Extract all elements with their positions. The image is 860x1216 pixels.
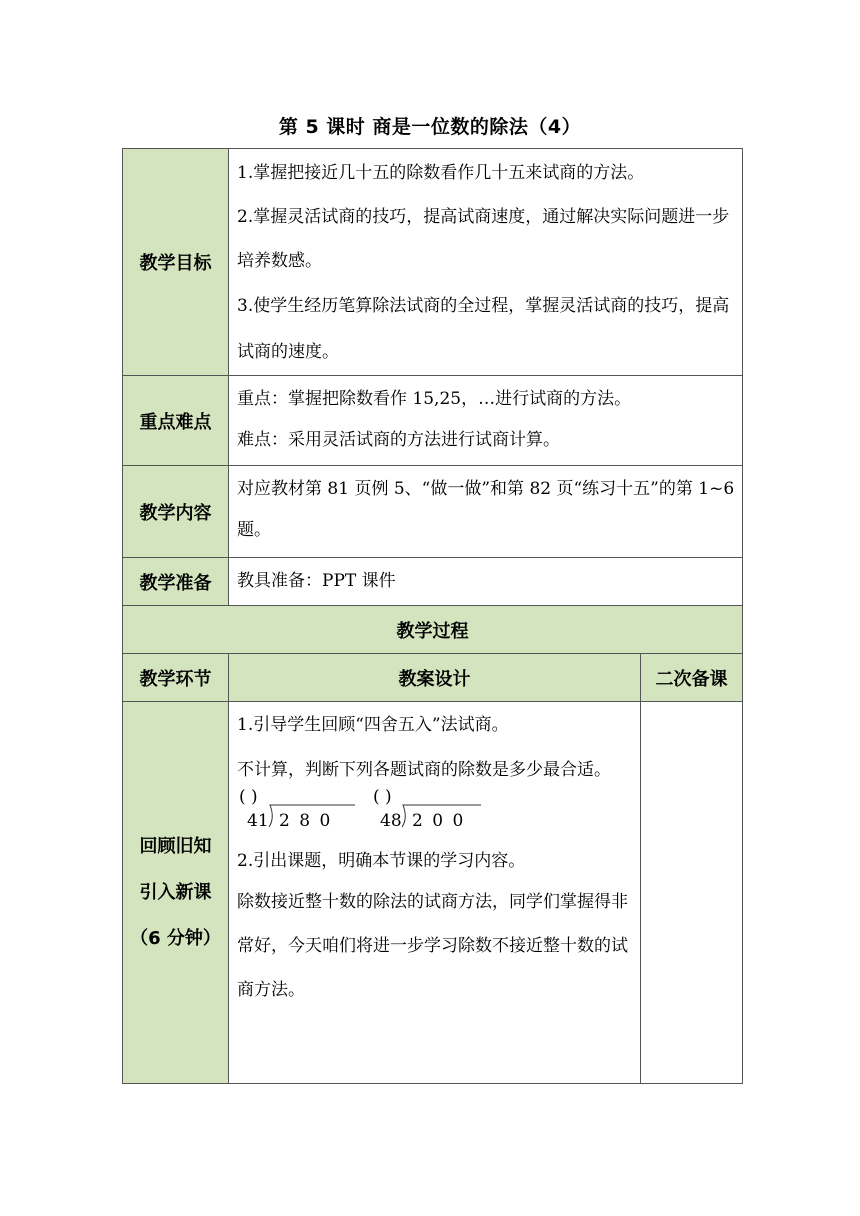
stage1-p2: 不计算，判断下列各题试商的除数是多少最合适。	[237, 760, 611, 780]
stage1-label-line: 回顾旧知	[139, 835, 212, 857]
stage1-design	[229, 702, 641, 1084]
lesson-plan-table	[122, 148, 743, 1084]
column-revision: 二次备课	[641, 654, 743, 702]
stage1-label-line: 引入新课	[139, 881, 212, 903]
stage1-label-line: （6 分钟）	[130, 927, 221, 949]
process-heading-row	[123, 606, 743, 654]
divisor: 48	[380, 811, 402, 831]
divisor: 41	[247, 811, 269, 831]
dividend: 2 0 0	[412, 811, 466, 831]
goals-row	[123, 149, 743, 376]
content-label: 教学内容	[123, 466, 229, 558]
goal-item: 1.掌握把接近几十五的除数看作几十五来试商的方法。	[237, 163, 645, 183]
stage1-p1: 1.引导学生回顾“四舍五入”法试商。	[237, 715, 509, 735]
preparation-row	[123, 558, 743, 606]
keypoints-row	[123, 376, 743, 466]
goals-label: 教学目标	[123, 149, 229, 376]
quotient-blank: ( )	[373, 787, 392, 807]
stage1-p4: 除数接近整十数的除法的试商方法，同学们掌握得非常好，今天咱们将进一步学习除数不接近整十数的试商方法。	[237, 892, 628, 1000]
goal-item: 2.掌握灵活试商的技巧，提高试商速度，通过解决实际问题进一步培养数感。	[237, 207, 730, 271]
process-columns-row	[123, 654, 743, 702]
process-heading: 教学过程	[123, 606, 743, 654]
goals-content	[229, 149, 743, 376]
stage1-p3: 2.引出课题，明确本节课的学习内容。	[237, 851, 526, 871]
preparation-label: 教学准备	[123, 558, 229, 606]
quotient-blank: ( )	[239, 787, 258, 807]
keypoints-content	[229, 376, 743, 466]
stage1-label	[123, 702, 229, 1084]
stage1-revision-notes	[641, 702, 743, 1084]
difficulty-text: 难点：采用灵活试商的方法进行试商计算。	[237, 430, 560, 450]
goal-item: 3.使学生经历笔算除法试商的全过程，掌握灵活试商的技巧，提高试商的速度。	[237, 296, 730, 362]
dividend: 2 8 0	[279, 811, 333, 831]
preparation-text: 教具准备：PPT 课件	[229, 558, 743, 606]
long-division-examples	[237, 787, 634, 842]
keypoints-label: 重点难点	[123, 376, 229, 466]
lesson-title: 第 5 课时 商是一位数的除法（4）	[278, 116, 582, 138]
content-row	[123, 466, 743, 558]
stage1-row	[123, 702, 743, 1084]
focus-text: 重点：掌握把除数看作 15,25，…进行试商的方法。	[237, 389, 632, 409]
column-stage: 教学环节	[123, 654, 229, 702]
content-text: 对应教材第 81 页例 5、“做一做”和第 82 页“练习十五”的第 1~6 题。	[229, 466, 743, 558]
column-design: 教案设计	[229, 654, 641, 702]
